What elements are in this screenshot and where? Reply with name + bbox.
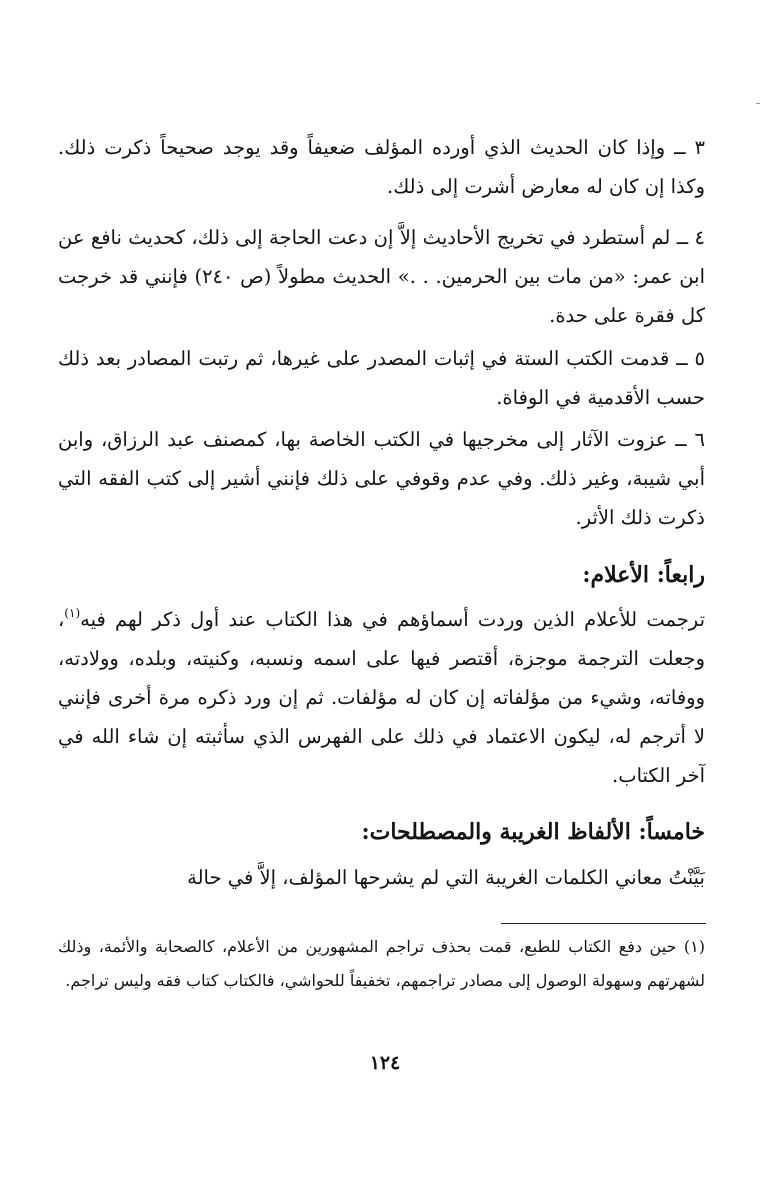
- paragraph-6: [58, 420, 705, 537]
- paragraph-6-text: ٦ ــ عزوت الآثار إلى مخرجيها في الكتب الخاصة بها، كمصنف عبد الرزاق، وابن أبي شيبة، وغير ذلك. وفي عدم وقوفي على ذلك فإنني أشير إلى كتب الفقه التي ذكرت ذلك الأثر.: [58, 428, 705, 529]
- paragraph-5-text: ٥ ــ قدمت الكتب الستة في إثبات المصدر على غيرها، ثم رتبت المصادر بعد ذلك حسب الأقدمية في الوفاة.: [58, 347, 705, 409]
- section-4-text-after: ، وجعلت الترجمة موجزة، أقتصر فيها على اسمه ونسبه، وكنيته، وبلده، وولادته، ووفاته، وشيء من مؤلفاته إن كان له مؤلفات. ثم إن ورد ذكره مرة أخرى فإنني لا أترجم له، ليكون الاعتماد في ذلك على الفهرس الذي سأثبته إن شاء الله في آخر الكتاب.: [58, 608, 705, 787]
- section-4-heading: رابعاً: الأعلام:: [582, 562, 705, 588]
- paragraph-4-text: ٤ ــ لم أستطرد في تخريج الأحاديث إلاَّ إن دعت الحاجة إلى ذلك، كحديث نافع عن ابن عمر: «من مات بين الحرمين. . .» الحديث مطولاً (ص ٢٤٠) فإنني قد خرجت كل فقرة على حدة.: [58, 226, 705, 327]
- paragraph-3: [58, 128, 705, 206]
- section-4-paragraph: [58, 600, 705, 795]
- footnote-text: (١) حين دفع الكتاب للطبع، قمت بحذف تراجم المشهورين من الأعلام، كالصحابة والأئمة، وذلك لشهرتهم وسهولة الوصول إلى مصادر تراجمهم، تخفيفاً للحواشي، فالكتاب كتاب فقه وليس تراجم.: [58, 937, 705, 990]
- footnote-reference[interactable]: (١): [64, 606, 81, 620]
- section-5-text: بَيَّنْتُ معاني الكلمات الغريبة التي لم يشرحها المؤلف، إلاَّ في حالة: [187, 866, 705, 889]
- section-4-text-before: ترجمت للأعلام الذين وردت أسماؤهم في هذا الكتاب عند أول ذكر لهم فيه: [80, 608, 705, 631]
- section-5-heading: خامساً: الألفاظ الغريبة والمصطلحات:: [361, 819, 705, 845]
- section-5-paragraph: [58, 858, 705, 897]
- section-5-heading-block: [58, 812, 705, 852]
- paragraph-3-text: ٣ ــ وإذا كان الحديث الذي أورده المؤلف ضعيفاً وقد يوجد صحيحاً ذكرت ذلك. وكذا إن كان له معارض أشرت إلى ذلك.: [58, 136, 705, 198]
- paragraph-4: [58, 218, 705, 335]
- footnote-separator: [501, 923, 706, 924]
- page-number: ١٢٤: [369, 1052, 401, 1074]
- section-4-heading-block: [58, 555, 705, 595]
- section-4-text: [58, 600, 705, 795]
- margin-mark: [756, 103, 760, 104]
- paragraph-5: [58, 339, 705, 417]
